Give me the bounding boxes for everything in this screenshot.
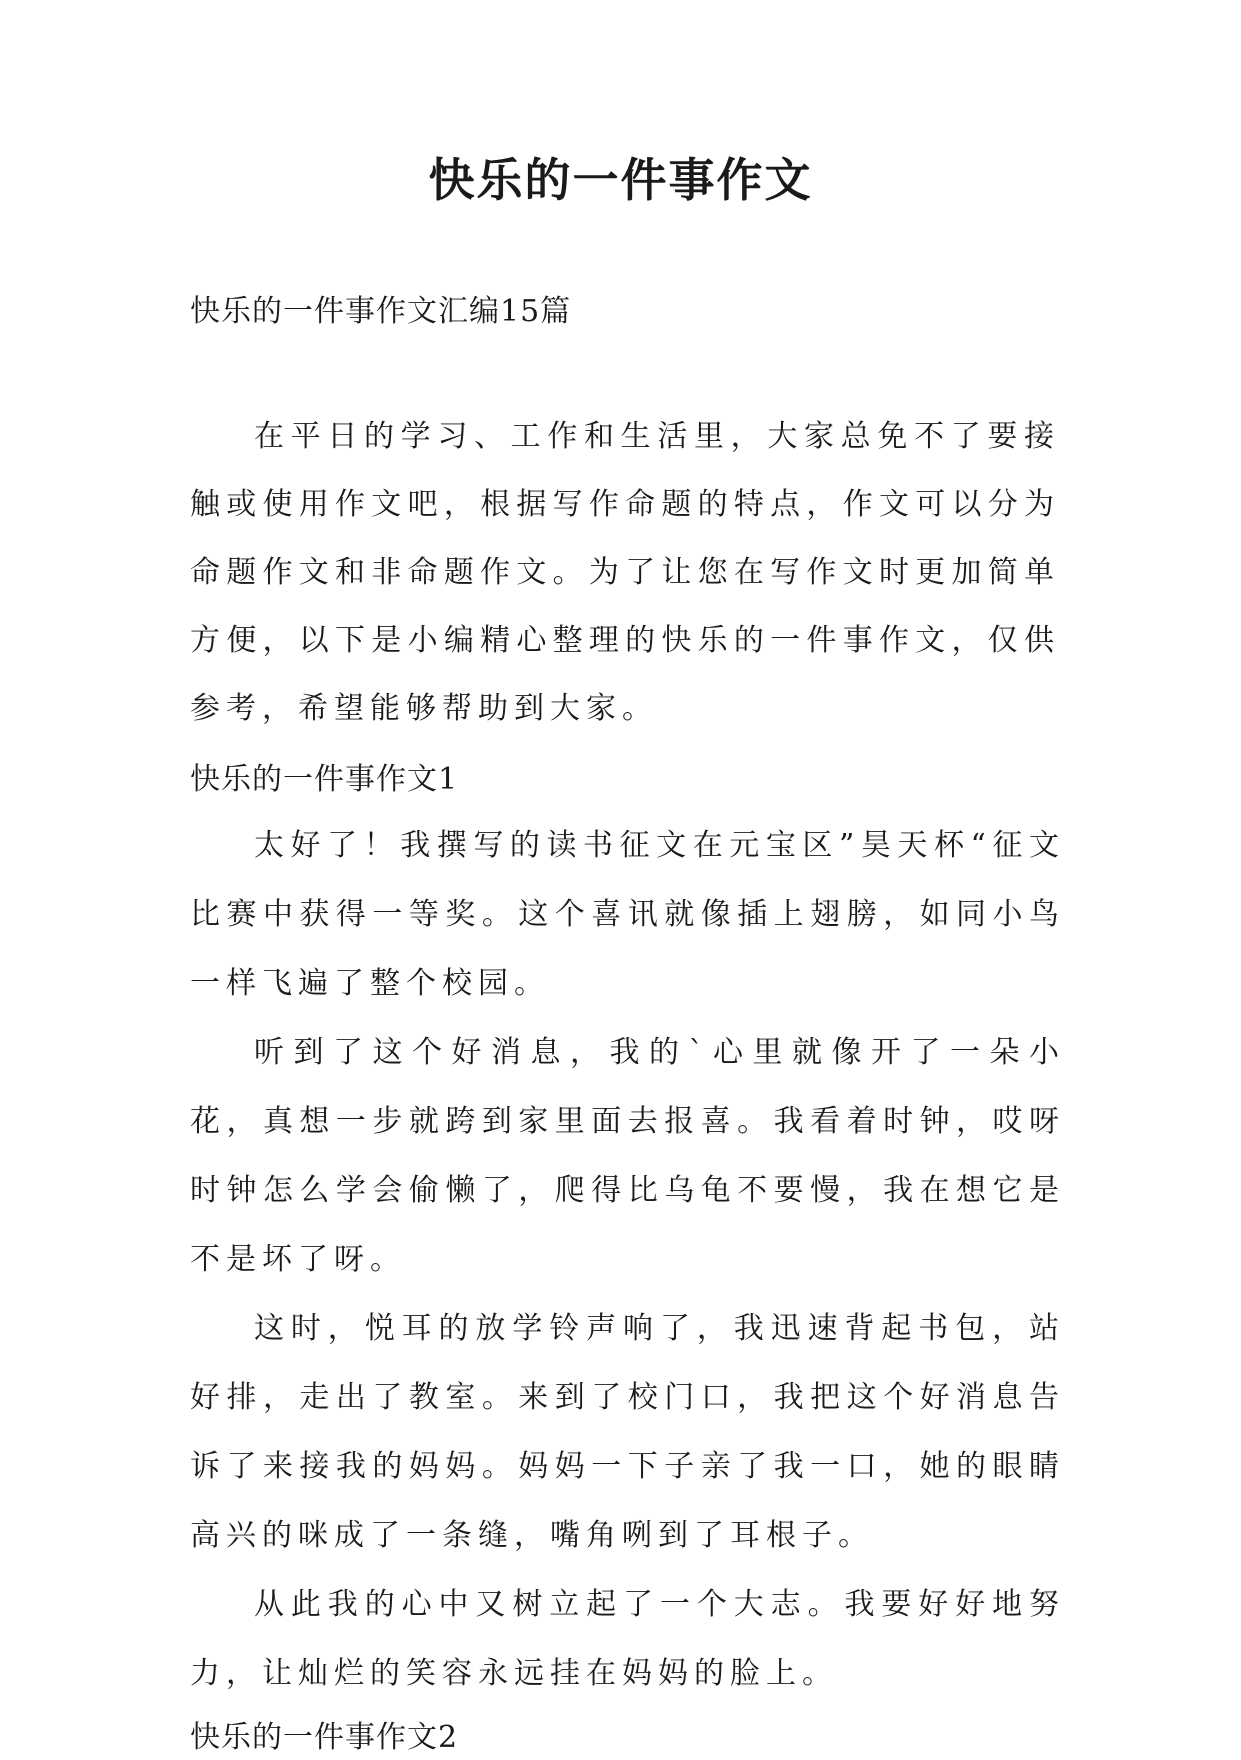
essay-1-paragraph-4: 从此我的心中又树立起了一个大志。我要好好地努力，让灿烂的笑容永远挂在妈妈的脸上。 (190, 1587, 1065, 1691)
essay-1-paragraph-3: 这时，悦耳的放学铃声响了，我迅速背起书包，站好排，走出了教室。来到了校门口，我把这个好消息告诉了来接我的妈妈。妈妈一下子亲了我一口，她的眼睛高兴的咪成了一条缝，嘴角咧到了耳根子。 (190, 1311, 1065, 1553)
essay-1-paragraph-1: 太好了！我撰写的读书征文在元宝区”昊天杯“征文比赛中获得一等奖。这个喜讯就像插上翅膀，如同小鸟一样飞遍了整个校园。 (190, 828, 1065, 1001)
essay-heading-2: 快乐的一件事作文2 (190, 1720, 459, 1755)
essay-section (190, 758, 1065, 1760)
document-subtitle: 快乐的一件事作文汇编15篇 (190, 294, 572, 329)
intro-paragraph: 在平日的学习、工作和生活里，大家总免不了要接触或使用作文吧，根据写作命题的特点，作文可以分为命题作文和非命题作文。为了让您在写作文时更加简单方便，以下是小编精心整理的快乐的一件事作文，仅供参考，希望能够帮助到大家。 (190, 419, 1060, 726)
document-title: 快乐的一件事作文 (428, 153, 813, 207)
essay-1-paragraph-2: 听到了这个好消息，我的`心里就像开了一朵小花，真想一步就跨到家里面去报喜。我看着时钟，哎呀时钟怎么学会偷懒了，爬得比乌龟不要慢，我在想它是不是坏了呀。 (190, 1035, 1065, 1277)
essay-heading-1: 快乐的一件事作文1 (190, 762, 459, 797)
